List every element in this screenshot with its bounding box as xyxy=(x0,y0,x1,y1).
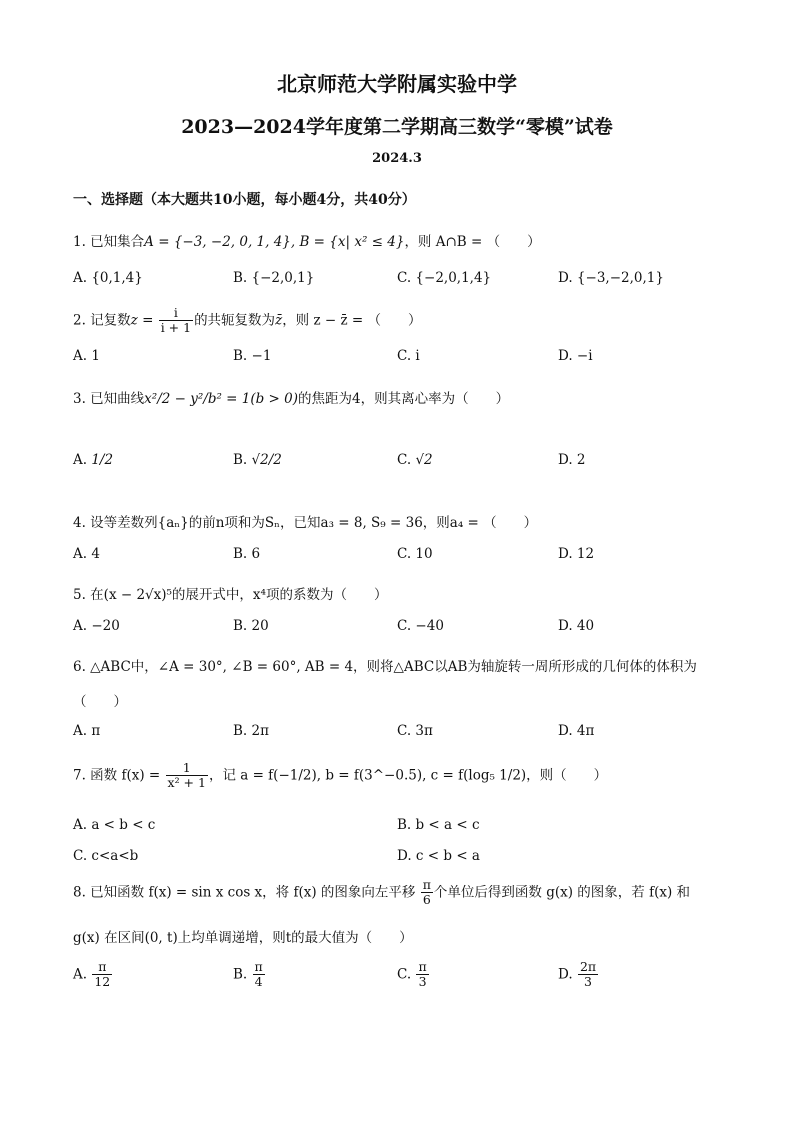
question-6: 6. △ABC中，∠A = 30°, ∠B = 60°, AB = 4，则将△ABC以AB为轴旋转一周所形成的几何体的体积为 xyxy=(73,659,697,675)
question-8: 8. 已知函数 f(x) = sin x cos x，将 f(x) 的图象向左平移 $\frac{\pi}{6}$ 个单位后得到函数 g(x) 的图象，若 f(x) 和 xyxy=(73,877,691,908)
q7-fraction: $\frac{1}{\text{x² + 1}}$ xyxy=(167,760,206,791)
q8-fraction: $\frac{\pi}{6}$ xyxy=(422,877,431,908)
q2-option-b: B. −1 xyxy=(233,348,272,364)
exam-title: 2023—2024学年度第二学期高三数学“零模”试卷 xyxy=(181,116,613,138)
exam-date: 2024.3 xyxy=(372,151,422,166)
q2-fraction: $\frac{i}{i + 1}$ xyxy=(160,305,192,336)
section-title: 一、选择题（本大题共10小题，每小题4分，共40分） xyxy=(73,192,416,208)
q8-option-c: C. $\frac{\pi}{3}$ xyxy=(397,959,427,990)
school-name: 北京师范大学附属实验中学 xyxy=(277,72,517,96)
q1-option-a: A. {0,1,4} xyxy=(73,270,143,286)
q8-option-b: B. $\frac{\pi}{4}$ xyxy=(233,959,263,990)
q6-option-b: B. 2π xyxy=(233,723,269,739)
q4-option-c: C. 10 xyxy=(397,546,433,562)
q3-option-a: A. 1/2 xyxy=(73,452,114,468)
q1-option-c: C. {−2,0,1,4} xyxy=(397,270,492,286)
q3-option-c: C. √2 xyxy=(397,452,433,468)
question-7: 7. 函数 f(x) = $\frac{1}{\text{x² + 1}}$ ，记 a = f(−1/2), b = f(3^−0.5), c = f(log₅ 1/2)，则（ ） xyxy=(73,760,608,791)
q6-option-c: C. 3π xyxy=(397,723,433,739)
q7-option-a: A. a < b < c xyxy=(73,817,156,833)
q1-option-b: B. {−2,0,1} xyxy=(233,270,315,286)
question-1: 1. 已知集合A = {−3, −2, 0, 1, 4}, B = {x| x² ≤ 4}，则 A∩B = （ ） xyxy=(73,234,541,250)
q8-option-a: A. $\frac{\pi}{12}$ xyxy=(73,959,111,990)
question-4: 4. 设等差数列{aₙ}的前n项和为Sₙ，已知a₃ = 8, S₉ = 36，则a₄ = （ ） xyxy=(73,515,538,531)
q6-option-d: D. 4π xyxy=(558,723,595,739)
question-6-cont: （ ） xyxy=(73,694,127,710)
q5-option-a: A. −20 xyxy=(73,618,120,634)
q5-option-d: D. 40 xyxy=(558,618,595,634)
q4-option-d: D. 12 xyxy=(558,546,595,562)
q3-option-b: B. √2/2 xyxy=(233,452,282,468)
q8-option-d: D. $\frac{2\pi}{3}$ xyxy=(558,959,597,990)
question-3: 3. 已知曲线x²/2 − y²/b² = 1(b > 0)的焦距为4，则其离心率为（ ） xyxy=(73,391,510,407)
question-2: 2. 记复数z = $\frac{i}{i + 1}$ 的共轭复数为z̄，则 z − z̄ = （ ） xyxy=(73,305,422,336)
q7-option-d: D. c < b < a xyxy=(397,848,480,864)
q1-option-d: D. {−3,−2,0,1} xyxy=(558,270,664,286)
q4-option-a: A. 4 xyxy=(73,546,100,562)
q3-option-d: D. 2 xyxy=(558,452,586,468)
q2-option-d: D. −i xyxy=(558,348,593,364)
question-5: 5. 在(x − 2√x)⁵的展开式中，x⁴项的系数为（ ） xyxy=(73,587,388,603)
q7-option-c: C. c<a<b xyxy=(73,848,139,864)
q5-option-b: B. 20 xyxy=(233,618,269,634)
q5-option-c: C. −40 xyxy=(397,618,444,634)
q2-option-a: A. 1 xyxy=(73,348,100,364)
question-8-cont: g(x) 在区间(0, t)上均单调递增，则t的最大值为（ ） xyxy=(73,930,413,946)
q6-option-a: A. π xyxy=(73,723,101,739)
q4-option-b: B. 6 xyxy=(233,546,261,562)
q7-option-b: B. b < a < c xyxy=(397,817,480,833)
q2-option-c: C. i xyxy=(397,348,420,364)
